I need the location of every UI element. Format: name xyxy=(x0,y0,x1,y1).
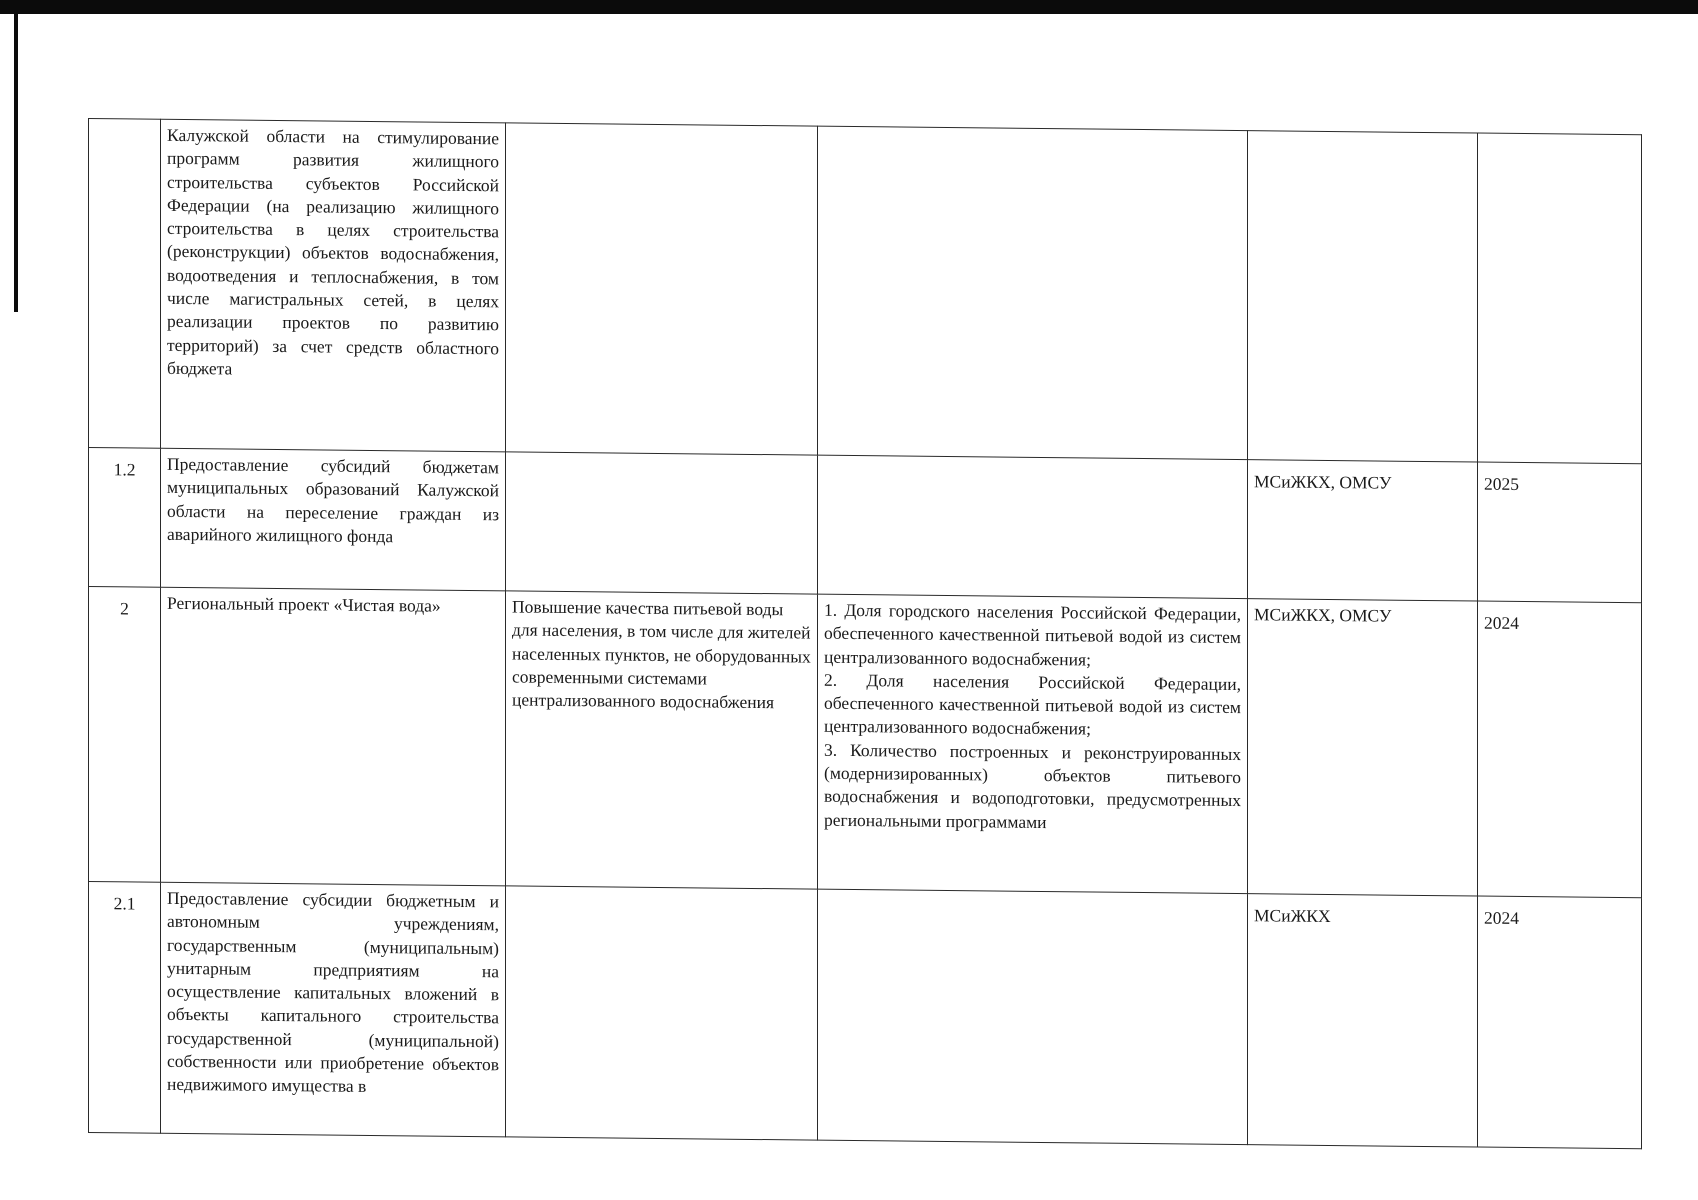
indicator-item: 3. Количество построенных и реконструированных (модернизированных) объектов питьевого водоснабжения и водоподготовки, предусмотренных региональными программами xyxy=(824,739,1241,832)
measure-name: Предоставление субсидии бюджетным и автономным учреждениям, государственным (муниципальным) унитарным предприятиям на осуществление капитальных вложений в объекты капитального строительства государственной (муниципальной) собственности или приобретение объектов недвижимого имущества в xyxy=(161,882,506,1137)
scan-top-edge xyxy=(0,0,1698,14)
measure-indicators xyxy=(818,455,1248,599)
measure-goal xyxy=(506,123,818,455)
measure-name: Региональный проект «Чистая вода» xyxy=(161,587,506,886)
measure-year: 2024 xyxy=(1478,601,1642,898)
measure-year xyxy=(1478,133,1642,464)
measure-executor: МСиЖКХ, ОМСУ xyxy=(1248,599,1478,896)
measure-name: Предоставление субсидий бюджетам муниципальных образований Калужской области на переселение граждан из аварийного жилищного фонда xyxy=(161,448,506,591)
measure-indicators xyxy=(818,889,1248,1145)
measure-year: 2024 xyxy=(1478,896,1642,1149)
measure-name: Калужской области на стимулирование программ развития жилищного строительства субъектов Российской Федерации (на реализацию жилищного строительства в целях строительства (реконструкции) объектов водоснабжения, водоотведения и теплоснабжения, в том числе магистральных сетей, в целях реализации проектов по развитию территорий) за счет средств областного бюджета xyxy=(161,119,506,452)
measure-goal: Повышение качества питьевой воды для населения, в том числе для жителей населенных пунктов, не оборудованных современными системами централизованного водоснабжения xyxy=(506,591,818,889)
row-number: 1.2 xyxy=(89,448,161,588)
table-row xyxy=(89,448,1642,603)
scan-left-edge xyxy=(14,0,18,312)
measure-indicators xyxy=(818,594,1248,894)
measure-executor xyxy=(1248,131,1478,462)
measure-year: 2025 xyxy=(1478,462,1642,603)
indicator-item: 2. Доля населения Российской Федерации, обеспеченного качественной питьевой водой из систем централизованного водоснабжения; xyxy=(824,669,1241,739)
table-row xyxy=(89,119,1642,464)
measure-executor: МСиЖКХ, ОМСУ xyxy=(1248,460,1478,601)
measure-indicators xyxy=(818,126,1248,460)
row-number: 2 xyxy=(89,587,161,883)
measure-goal xyxy=(506,886,818,1140)
indicator-item: 1. Доля городского населения Российской Федерации, обеспеченного качественной питьевой водой из систем централизованного водоснабжения; xyxy=(824,599,1241,670)
table-row xyxy=(89,882,1642,1149)
row-number: 2.1 xyxy=(89,882,161,1134)
program-measures-table xyxy=(88,118,1642,1149)
row-number xyxy=(89,119,161,449)
table-row xyxy=(89,587,1642,898)
measure-goal xyxy=(506,452,818,594)
measure-executor: МСиЖКХ xyxy=(1248,894,1478,1147)
